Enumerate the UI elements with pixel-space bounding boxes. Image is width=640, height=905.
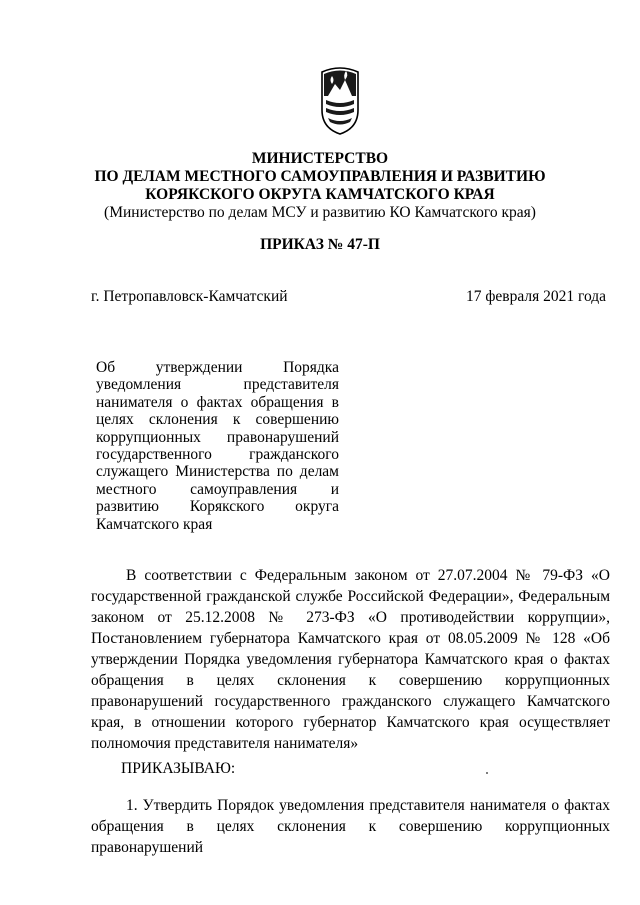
order-subject: Об утверждении Порядка уведомления представителя нанимателя о фактах обращения в целях склонения к совершению коррупционных правонарушений государственного гражданского служащего Министерства по делам местного самоуправления и развитию Корякского округа Камчатского края [96, 359, 339, 533]
scan-speck [486, 772, 488, 774]
order-title: ПРИКАЗ № 47-П [260, 236, 380, 253]
order-date: 17 февраля 2021 года [466, 288, 607, 305]
decree-word: ПРИКАЗЫВАЮ: [121, 760, 236, 777]
kamchatka-coat-of-arms-icon [318, 66, 362, 136]
order-item-1: 1. Утвердить Порядок уведомления представителя нанимателя о фактах обращения в целях склонения к совершению коррупционных правонарушений [91, 797, 610, 856]
ministry-name-line1: МИНИСТЕРСТВО [251, 150, 389, 167]
preamble-paragraph: В соответствии с Федеральным законом от 27.07.2004 № 79-ФЗ «О государственной гражданской службе Российской Федерации», Федеральным законом от 25.12.2008 № 273-ФЗ «О противодействии коррупции», Постановлением губернатора Камчатского края от 08.05.2009 № 128 «Об утверждении Порядка уведомления губернатора Камчатского края о фактах обращения в целях склонения к совершению коррупционных правонарушений государственного гражданского служащего Камчатского края, в отношении которого губернатор Камчатского края осуществляет полномочия представителя нанимателя» [91, 567, 610, 752]
ministry-name-line3: КОРЯКСКОГО ОКРУГА КАМЧАТСКОГО КРАЯ [145, 186, 495, 203]
order-city: г. Петропавловск-Камчатский [91, 288, 288, 305]
ministry-short-name: (Министерство по делам МСУ и развитию КО Камчатского края) [104, 204, 536, 221]
ministry-name-line2: ПО ДЕЛАМ МЕСТНОГО САМОУПРАВЛЕНИЯ И РАЗВИТИЮ [94, 168, 546, 185]
